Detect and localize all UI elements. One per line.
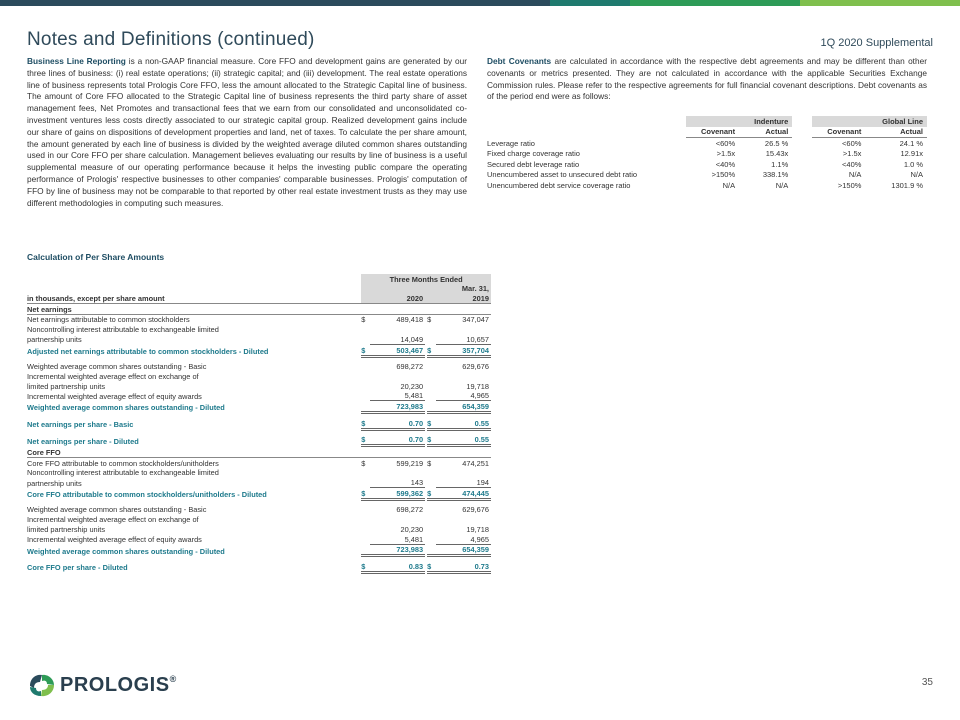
prologis-logo bbox=[28, 670, 178, 700]
table-row: limited partnership units 20,230 19,718 bbox=[27, 381, 489, 391]
table-row: Incremental weighted average effect on exchange of bbox=[27, 515, 199, 525]
core-ffo-heading: Core FFO bbox=[27, 446, 361, 458]
net-earnings-heading: Net earnings bbox=[27, 304, 361, 315]
table-row: Incremental weighted average effect of equity awards 5,481 4,965 bbox=[27, 534, 489, 544]
table-row: Net earnings per share - Diluted $ 0.70 $ 0.55 bbox=[27, 435, 489, 446]
covenant-cell: <60% bbox=[715, 138, 736, 148]
table-row: Weighted average common shares outstanding - Basic 698,272 629,676 bbox=[27, 362, 489, 372]
supplement-label: 1Q 2020 Supplemental bbox=[820, 37, 933, 49]
table-row: Core FFO attributable to common stockholders/unitholders - Diluted $ 599,362 $ 474,445 bbox=[27, 488, 489, 500]
table-row: Weighted average common shares outstanding - Basic 698,272 629,676 bbox=[27, 505, 489, 515]
table-row: Incremental weighted average effect of equity awards 5,481 4,965 bbox=[27, 391, 489, 401]
business-line-body: is a non-GAAP financial measure. Core FFO and development gains are generated by our three lines of business: (i) real estate operations; (ii) strategic capital; and (iii) development. The real estate operations line of business represents total Prologis Core FFO, less the amount allocated to the Strategic Capital line of business. The amount of Core FFO allocated to the Strategic Capital line of business represents the third party share of asset management fees, Net Promotes and transactional fees that we earn from our consolidated and unconsolidated co-investment ventures less costs directly associated to our strategic capital group. Realized development gains include our share of gains on dispositions of development properties and land, net of taxes. To calculate the per share amount, the amount generated by each line of business is divided by the weighted average diluted common shares outstanding used in our Core FFO per share calculation. Management believes evaluating our results by line of business is a useful supplemental measure of our operating performance because it helps the investing public compare the operating performance of Prologis' respective businesses to other companies' comparable businesses. Prologis' computation of FFO by line of business may not be comparable to that reported by other real estate investment trusts as they may use different methodologies in computing such measures. bbox=[27, 56, 468, 208]
table-row: Core FFO attributable to common stockholders/unitholders $ 599,219 $ 474,251 bbox=[27, 458, 489, 468]
table-row: Adjusted net earnings attributable to common stockholders - Diluted $ 503,467 $ 357,704 bbox=[27, 345, 489, 356]
per-share-table bbox=[27, 274, 491, 574]
business-line-heading: Business Line Reporting bbox=[27, 56, 126, 66]
covenant-cell: 15.43x bbox=[765, 149, 789, 159]
covenant-cell: Unencumbered debt service coverage ratio bbox=[487, 180, 631, 190]
table-row: Net earnings attributable to common stockholders $ 489,418 $ 347,047 bbox=[27, 315, 489, 325]
covenant-cell: N/A bbox=[722, 180, 736, 190]
covenant-cell: 1301.9 % bbox=[891, 180, 923, 190]
covenant-cell: Unencumbered asset to unsecured debt ratio bbox=[487, 170, 638, 180]
table-row: Weighted average common shares outstanding - Diluted 723,983 654,359 bbox=[27, 401, 489, 413]
covenant-cell: <40% bbox=[715, 159, 736, 169]
covenant-row bbox=[487, 180, 927, 191]
prologis-logo-icon bbox=[28, 672, 56, 698]
table-row: Net earnings per share - Basic $ 0.70 $ 0.55 bbox=[27, 418, 489, 430]
covenant-cell: 338.1% bbox=[762, 170, 789, 180]
debt-covenants-paragraph bbox=[487, 56, 927, 103]
page-number: 35 bbox=[921, 677, 933, 688]
covenants-table bbox=[487, 116, 927, 191]
actual-col-header: Actual bbox=[865, 127, 927, 138]
table-row: Incremental weighted average effect on exchange of bbox=[27, 371, 199, 381]
covenant-cell: >1.5x bbox=[716, 149, 736, 159]
period-header: Three Months Ended bbox=[361, 274, 491, 284]
table-row: partnership units 143 194 bbox=[27, 478, 489, 488]
year-2020: 2020 bbox=[370, 293, 425, 303]
units-label: in thousands, except per share amount bbox=[27, 293, 361, 303]
debt-covenants-body: are calculated in accordance with the respective debt agreements and may be different than other covenants or metrics presented. They are not calculated in accordance with the applicable Securities Exchange Commission rules. Please refer to the respective agreements for full financial covenant descriptions. Debt covenants as of the period end were as follows: bbox=[487, 56, 927, 102]
covenant-cell: >150% bbox=[837, 180, 862, 190]
covenant-cell: Leverage ratio bbox=[487, 138, 535, 148]
covenant-col-header: Covenant bbox=[812, 127, 865, 138]
logo-text: PROLOGIS® bbox=[60, 674, 177, 696]
covenant-cell: Secured debt leverage ratio bbox=[487, 159, 580, 169]
table-row: Core FFO per share - Diluted $ 0.83 $ 0.73 bbox=[27, 561, 489, 573]
period-sub-header: Mar. 31, bbox=[361, 284, 491, 294]
covenant-row bbox=[487, 149, 927, 160]
page-title: Notes and Definitions (continued) bbox=[27, 29, 315, 50]
covenant-cell: N/A bbox=[910, 170, 923, 180]
covenant-cell: N/A bbox=[775, 180, 789, 190]
covenant-cell: Fixed charge coverage ratio bbox=[487, 149, 580, 159]
covenant-cell: 26.5 % bbox=[764, 138, 789, 148]
covenant-col-header: Covenant bbox=[686, 127, 739, 138]
covenant-cell: >150% bbox=[711, 170, 736, 180]
year-2019: 2019 bbox=[436, 293, 491, 303]
table-row: Noncontrolling interest attributable to exchangeable limited bbox=[27, 325, 219, 335]
global-line-header: Global Line bbox=[865, 116, 927, 127]
table-row: limited partnership units 20,230 19,718 bbox=[27, 524, 489, 534]
covenant-row bbox=[487, 159, 927, 170]
indenture-header: Indenture bbox=[739, 116, 792, 127]
business-line-paragraph bbox=[27, 56, 467, 209]
covenant-cell: >1.5x bbox=[842, 149, 862, 159]
table-row: partnership units 14,049 10,657 bbox=[27, 334, 489, 345]
top-color-bar bbox=[0, 0, 960, 6]
covenant-cell: N/A bbox=[848, 170, 862, 180]
covenant-cell: 24.1 % bbox=[899, 138, 923, 148]
covenant-row bbox=[487, 170, 927, 181]
calc-title: Calculation of Per Share Amounts bbox=[27, 252, 165, 262]
covenant-cell: 12.91x bbox=[900, 149, 923, 159]
covenant-cell: 1.1% bbox=[771, 159, 789, 169]
table-row: Noncontrolling interest attributable to exchangeable limited bbox=[27, 468, 219, 478]
covenant-cell: <40% bbox=[842, 159, 862, 169]
debt-covenants-heading: Debt Covenants bbox=[487, 56, 552, 66]
covenant-row bbox=[487, 138, 927, 149]
covenant-cell: 1.0 % bbox=[903, 159, 923, 169]
actual-col-header: Actual bbox=[739, 127, 792, 138]
table-row: Weighted average common shares outstanding - Diluted 723,983 654,359 bbox=[27, 545, 489, 556]
covenant-cell: <60% bbox=[842, 138, 862, 148]
